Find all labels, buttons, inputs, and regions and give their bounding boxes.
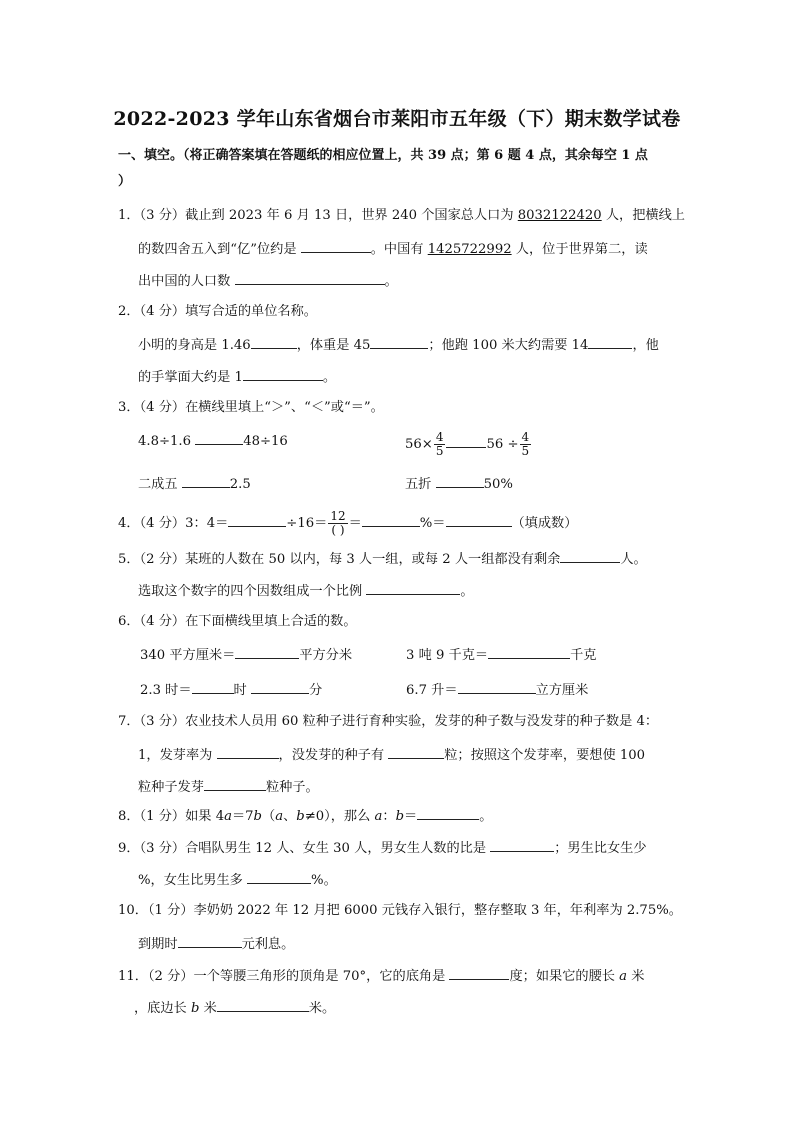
- q6-row2-left: 2.3 时＝ 时 分: [140, 680, 322, 700]
- q6-row1-left: 340 平方厘米＝ 平方分米: [140, 645, 352, 665]
- q1-line2: 的数四舍五入到“亿”位约是 。中国有 1425722992 人，位于世界第二，读: [138, 239, 648, 259]
- answer-blank[interactable]: [235, 271, 385, 285]
- answer-blank[interactable]: [588, 335, 632, 349]
- q8-line: 8．（1 分）如果 4a＝7b（a、b≠0），那么 a：b＝ 。: [118, 806, 492, 826]
- q4-line: 4．（4 分）3：4＝ ÷16＝ $\frac{12}{( )}$ ＝ %＝ （填成数）: [118, 509, 578, 537]
- q1-line3: 出中国的人口数 。: [138, 271, 398, 291]
- answer-blank[interactable]: [446, 513, 512, 527]
- q7-line1: 7．（3 分）农业技术人员用 60 粒种子进行育种实验，发芽的种子数与没发芽的种子数是 4：: [118, 714, 659, 729]
- answer-blank[interactable]: [251, 335, 297, 349]
- answer-blank[interactable]: [362, 513, 420, 527]
- answer-blank[interactable]: [490, 838, 554, 852]
- answer-blank[interactable]: [251, 680, 309, 694]
- q11-line1: 11．（2 分）一个等腰三角形的顶角是 70°，它的底角是 度；如果它的腰长 a 米: [118, 966, 644, 986]
- answer-blank[interactable]: [488, 645, 570, 659]
- answer-blank[interactable]: [217, 745, 279, 759]
- answer-blank[interactable]: [436, 474, 484, 488]
- answer-blank[interactable]: [449, 966, 509, 980]
- q11-line2: ，底边长 b 米 米。: [134, 998, 335, 1018]
- answer-blank[interactable]: [388, 745, 444, 759]
- q10-line1: 10．（1 分）李奶奶 2022 年 12 月把 6000 元钱存入银行，整存整取 3 年，年利率为 2.75%。: [118, 903, 682, 918]
- fraction: $\frac{4}{5}$: [435, 430, 444, 458]
- page-title: 2022-2023 学年山东省烟台市莱阳市五年级（下）期末数学试卷: [113, 108, 681, 130]
- q1-line1: 1．（3 分）截止到 2023 年 6 月 13 日，世界 240 个国家总人口为 8032122420 人，把横线上: [118, 208, 685, 223]
- answer-blank[interactable]: [243, 367, 323, 381]
- q3-row1-left: 4.8÷1.6 48÷16: [138, 431, 288, 451]
- answer-blank[interactable]: [247, 870, 311, 884]
- q3-row2-right: 五折 50%: [405, 474, 513, 494]
- fraction: $\frac{4}{5}$: [521, 430, 530, 458]
- q6-row1-right: 3 吨 9 千克＝ 千克: [406, 645, 596, 665]
- answer-blank[interactable]: [560, 549, 620, 563]
- q3-row2-left: 二成五 2.5: [138, 474, 251, 494]
- q1-population-number: 8032122420: [517, 208, 602, 223]
- answer-blank[interactable]: [217, 998, 309, 1012]
- q6-stem: 6．（4 分）在下面横线里填上合适的数。: [118, 614, 357, 629]
- answer-blank[interactable]: [204, 777, 266, 791]
- answer-blank[interactable]: [370, 335, 428, 349]
- q5-line2: 选取这个数字的四个因数组成一个比例 。: [138, 581, 474, 601]
- q3-stem: 3．（4 分）在横线里填上“＞”、“＜”或“＝”。: [118, 400, 384, 415]
- q6-row2-right: 6.7 升＝ 立方厘米: [406, 680, 588, 700]
- q7-line2: 1，发芽率为 ，没发芽的种子有 粒；按照这个发芽率，要想使 100: [138, 745, 645, 765]
- q3-row1-right: 56× $\frac{4}{5}$ 56 ÷ $\frac{4}{5}$: [405, 430, 530, 458]
- section-heading-line1: 一、填空。（将正确答案填在答题纸的相应位置上，共 39 点；第 6 题 4 点，其余每空 1 点: [118, 148, 648, 163]
- answer-blank[interactable]: [366, 581, 460, 595]
- section-heading-line2: ）: [118, 174, 132, 189]
- q9-line2: %，女生比男生多 %。: [138, 870, 337, 890]
- answer-blank[interactable]: [446, 434, 486, 448]
- answer-blank[interactable]: [182, 474, 230, 488]
- q5-line1: 5．（2 分）某班的人数在 50 以内，每 3 人一组，或每 2 人一组都没有剩余 人。: [118, 549, 647, 569]
- answer-blank[interactable]: [228, 513, 286, 527]
- answer-blank[interactable]: [458, 680, 536, 694]
- answer-blank[interactable]: [195, 431, 243, 445]
- q2-line1: 小明的身高是 1.46 ，体重是 45 ；他跑 100 米大约需要 14 ，他: [138, 335, 659, 355]
- q2-line2: 的手掌面大约是 1 。: [138, 367, 336, 387]
- q2-stem: 2．（4 分）填写合适的单位名称。: [118, 304, 317, 319]
- answer-blank[interactable]: [417, 806, 479, 820]
- answer-blank[interactable]: [178, 934, 242, 948]
- q1-china-number: 1425722992: [427, 242, 512, 257]
- q9-line1: 9．（3 分）合唱队男生 12 人、女生 30 人，男女生人数的比是 ；男生比女生少: [118, 838, 647, 858]
- answer-blank[interactable]: [192, 680, 234, 694]
- section-heading: [118, 143, 678, 195]
- answer-blank[interactable]: [301, 239, 371, 253]
- q7-line3: 粒种子发芽 粒种子。: [138, 777, 319, 797]
- q10-line2: 到期时 元利息。: [138, 934, 294, 954]
- answer-blank[interactable]: [235, 645, 299, 659]
- fraction: $\frac{12}{( )}$: [330, 509, 346, 537]
